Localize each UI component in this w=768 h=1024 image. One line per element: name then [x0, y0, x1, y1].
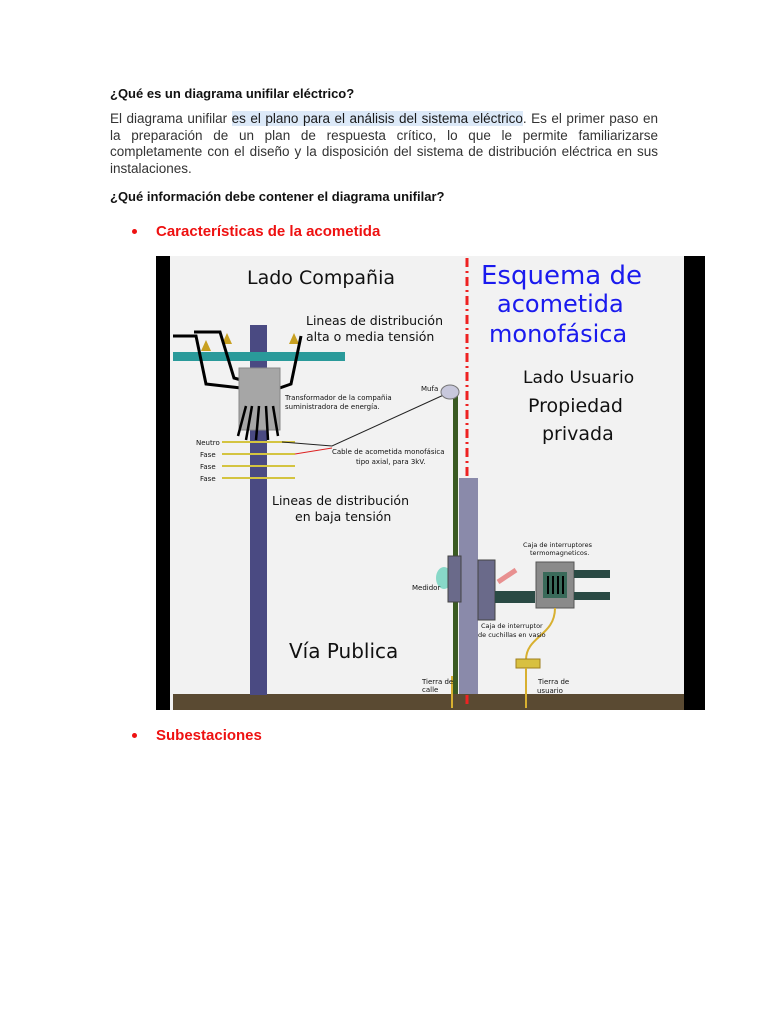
bullet-subestaciones-text: Subestaciones	[156, 727, 262, 744]
knife-switch-box	[478, 560, 495, 620]
label-neutro: Neutro	[196, 439, 220, 447]
title-line3: monofásica	[489, 320, 628, 348]
label-hv-line1: Lineas de distribución	[306, 313, 443, 328]
label-street-ground-1: Tierra de	[422, 678, 454, 686]
conduit	[495, 591, 535, 603]
label-breaker-box-2: termomagneticos.	[530, 549, 590, 557]
mufa-icon	[441, 385, 459, 399]
label-fase-2: Fase	[200, 463, 216, 471]
bullet-dot-icon	[132, 733, 137, 738]
label-hv-line2: alta o media tensión	[306, 329, 435, 344]
label-lado-compania: Lado Compañia	[247, 267, 396, 289]
heading-what-is: ¿Qué es un diagrama unifilar eléctrico?	[110, 86, 355, 101]
para-highlight: es el plano para el análisis del sistema eléctrico	[231, 111, 523, 126]
label-knife-box-1: Caja de interruptor	[481, 622, 543, 630]
label-medidor: Medidor	[412, 584, 441, 592]
bullet-acometida	[132, 223, 380, 240]
bullet-acometida-text: Características de la acometida	[156, 223, 381, 240]
left-border	[156, 256, 170, 710]
title-line2: acometida	[497, 290, 624, 318]
label-privada: privada	[542, 423, 614, 445]
label-cable-1: Cable de acometida monofásica	[332, 448, 445, 456]
acometida-diagram	[156, 256, 705, 710]
ground	[173, 694, 684, 710]
label-knife-box-2: de cuchillas en vasio	[478, 631, 546, 639]
label-breaker-box-1: Caja de interruptores	[523, 541, 592, 549]
building-wall	[459, 478, 478, 694]
conduit-out	[574, 570, 610, 578]
label-lv-line1: Lineas de distribución	[272, 493, 409, 508]
right-border	[684, 256, 705, 710]
transformer	[239, 368, 280, 430]
label-transformer-2: suministradora de energía.	[285, 403, 380, 411]
label-lado-usuario: Lado Usuario	[523, 368, 635, 388]
label-user-ground-1: Tierra de	[538, 678, 570, 686]
para-before: El diagrama unifilar	[110, 111, 232, 126]
ground-clamp	[516, 659, 540, 668]
label-fase-3: Fase	[200, 475, 216, 483]
label-user-ground-2: usuario	[537, 687, 563, 695]
intro-paragraph	[110, 111, 658, 177]
label-mufa: Mufa	[421, 385, 439, 393]
meter-box	[448, 556, 461, 602]
bullet-dot-icon	[132, 229, 137, 234]
title-line1: Esquema de	[481, 261, 642, 291]
conduit-out	[574, 592, 610, 600]
label-via-publica: Vía Publica	[289, 639, 399, 663]
label-propiedad: Propiedad	[528, 395, 623, 417]
heading-what-info: ¿Qué información debe contener el diagrama unifilar?	[110, 189, 445, 204]
label-cable-2: tipo axial, para 3kV.	[356, 458, 426, 466]
label-fase-1: Fase	[200, 451, 216, 459]
label-lv-line2: en baja tensión	[295, 509, 392, 524]
bullet-subestaciones	[132, 727, 262, 744]
label-street-ground-2: calle	[422, 686, 439, 694]
label-transformer-1: Transformador de la compañia	[285, 394, 392, 402]
service-mast	[453, 396, 458, 694]
para-after: . Es el primer paso en la preparación de un plan de respuesta crítico, lo que le permite familiarizarse completamente con el diseño y la disposición del sistema de distribución eléctrica en sus instalaciones.	[110, 111, 659, 176]
